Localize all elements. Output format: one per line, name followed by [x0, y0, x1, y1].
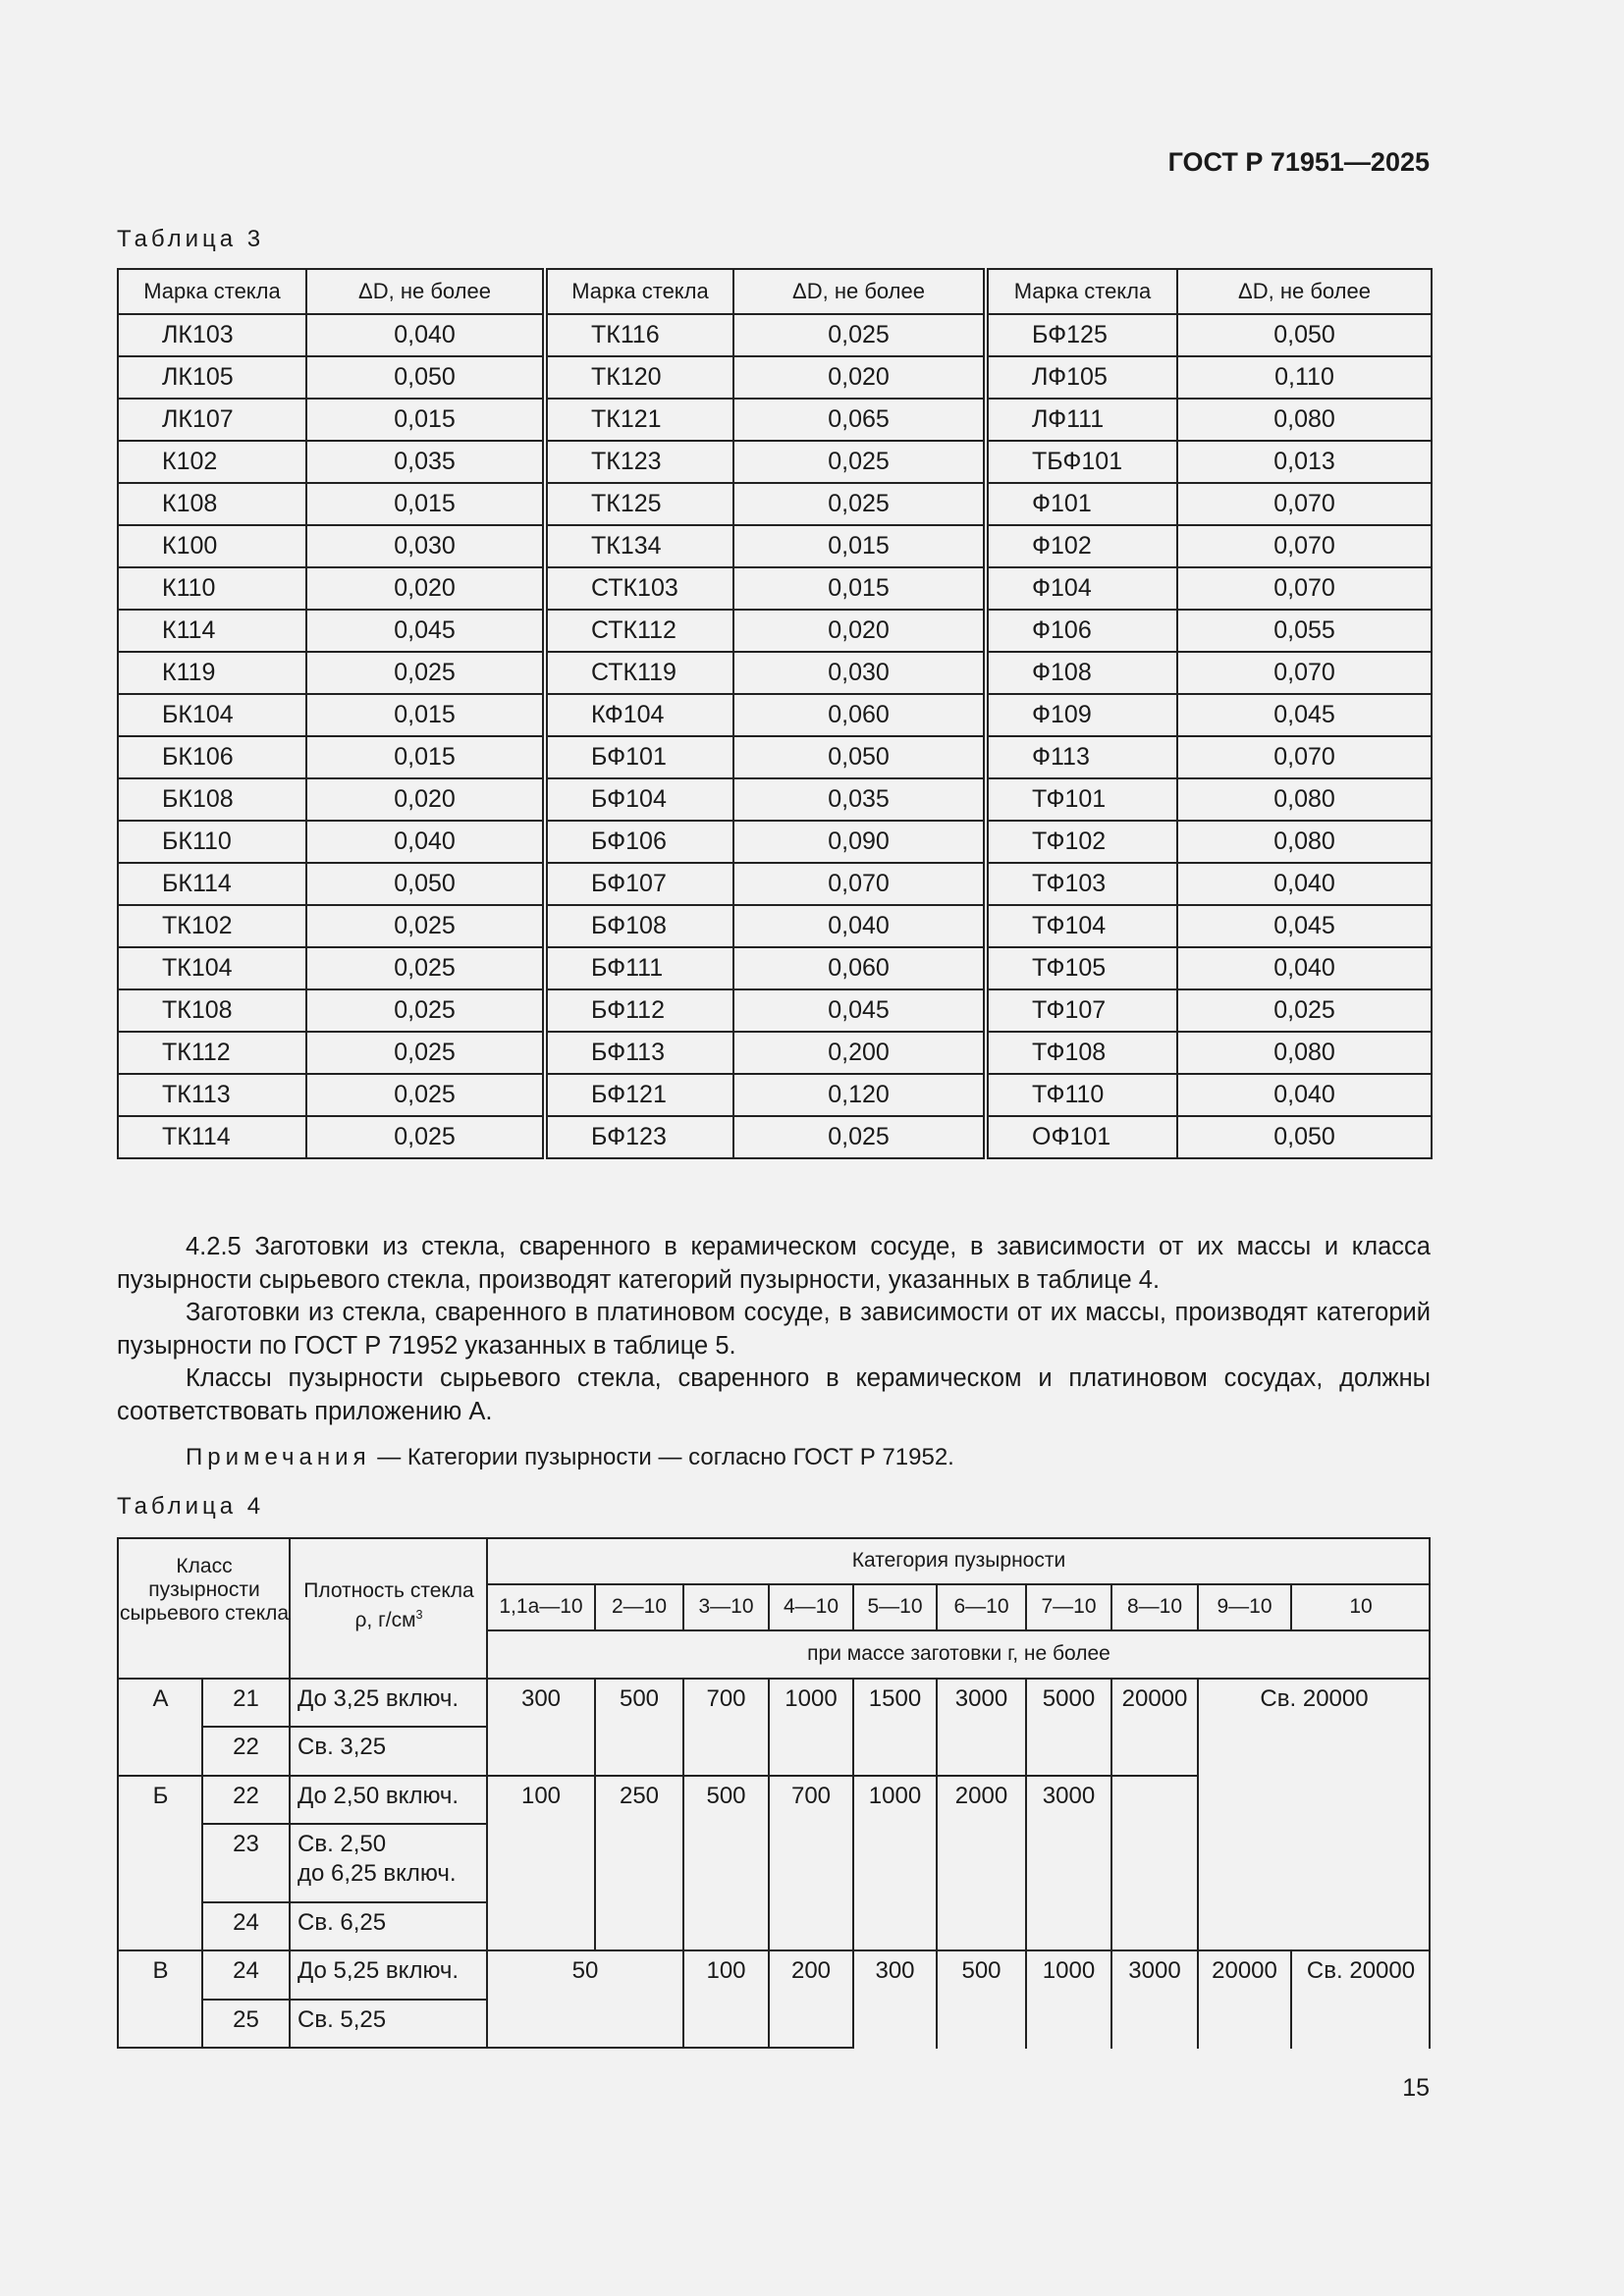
glass-grade-cell: К108 [118, 483, 306, 525]
mass-value-cell: Св. 20000 [1306, 1957, 1416, 1984]
document-number: ГОСТ Р 71951—2025 [1167, 147, 1430, 177]
mass-value-cell: 200 [790, 1957, 832, 1984]
table-row [118, 567, 1432, 610]
mass-value-cell: 20000 [1121, 1685, 1188, 1712]
glass-grade-cell: БФ123 [545, 1116, 733, 1158]
delta-d-cell: 0,045 [306, 610, 545, 652]
bubble-class-cell: Б [152, 1783, 169, 1809]
row-number-cell: 24 [233, 1957, 259, 1984]
delta-d-cell: 0,070 [733, 863, 986, 905]
table-3-header-row [118, 269, 1432, 314]
delta-d-cell: 0,070 [1177, 567, 1432, 610]
mass-value-cell: 5000 [1042, 1685, 1096, 1712]
delta-d-cell: 0,020 [306, 778, 545, 821]
glass-grade-cell: ЛК105 [118, 356, 306, 399]
delta-d-cell: 0,013 [1177, 441, 1432, 483]
row-number-cell: 25 [233, 2006, 259, 2033]
glass-grade-cell: БФ107 [545, 863, 733, 905]
category-header: 10 [1349, 1595, 1373, 1618]
density-cell: До 3,25 включ. [298, 1685, 460, 1712]
delta-d-cell: 0,045 [733, 989, 986, 1032]
delta-d-cell: 0,050 [1177, 1116, 1432, 1158]
delta-d-cell: 0,035 [733, 778, 986, 821]
mass-value-cell: 1500 [868, 1685, 922, 1712]
mass-value-cell: 500 [619, 1685, 660, 1712]
glass-grade-cell: ТФ101 [986, 778, 1177, 821]
delta-d-cell: 0,025 [733, 314, 986, 356]
delta-d-cell: 0,070 [1177, 483, 1432, 525]
glass-grade-cell: Ф102 [986, 525, 1177, 567]
glass-grade-cell: ТБФ101 [986, 441, 1177, 483]
delta-d-cell: 0,025 [306, 989, 545, 1032]
glass-grade-cell: К110 [118, 567, 306, 610]
glass-grade-cell: ТФ102 [986, 821, 1177, 863]
row-number-cell: 21 [233, 1685, 259, 1712]
glass-grade-cell: ТК102 [118, 905, 306, 947]
delta-d-cell: 0,025 [733, 441, 986, 483]
delta-d-cell: 0,040 [306, 314, 545, 356]
glass-grade-cell: Ф113 [986, 736, 1177, 778]
mass-value-cell: 100 [706, 1957, 746, 1984]
note [186, 1444, 954, 1471]
glass-grade-cell: Ф109 [986, 694, 1177, 736]
delta-d-cell: 0,015 [306, 736, 545, 778]
header-delta-d: ΔD, не более [1177, 269, 1432, 314]
header-density-unit-exponent: 3 [415, 1608, 423, 1622]
glass-grade-cell: Ф106 [986, 610, 1177, 652]
glass-grade-cell: ТК125 [545, 483, 733, 525]
glass-grade-cell: Ф108 [986, 652, 1177, 694]
delta-d-cell: 0,070 [1177, 736, 1432, 778]
delta-d-cell: 0,035 [306, 441, 545, 483]
table-row [118, 399, 1432, 441]
table-row [118, 905, 1432, 947]
glass-grade-cell: Ф101 [986, 483, 1177, 525]
mass-value-cell: 3000 [1128, 1957, 1181, 1984]
row-number-cell: 22 [233, 1783, 259, 1809]
mass-value-cell: 2000 [954, 1783, 1008, 1809]
density-cell: До 5,25 включ. [298, 1957, 460, 1984]
category-header: 8—10 [1126, 1595, 1183, 1618]
delta-d-cell: 0,050 [306, 863, 545, 905]
glass-grade-cell: БФ101 [545, 736, 733, 778]
glass-grade-cell: БФ108 [545, 905, 733, 947]
header-glass-grade: Марка стекла [986, 269, 1177, 314]
glass-grade-cell: ТК121 [545, 399, 733, 441]
delta-d-cell: 0,040 [1177, 863, 1432, 905]
delta-d-cell: 0,030 [733, 652, 986, 694]
table-row [118, 441, 1432, 483]
mass-value-cell: 1000 [868, 1783, 922, 1809]
paragraph-platinum: Заготовки из стекла, сваренного в платиновом сосуде, в зависимости от их массы, производят категорий пузырности по ГОСТ Р 71952 указанных в таблице 5. [117, 1299, 1431, 1360]
category-header: 3—10 [698, 1595, 754, 1618]
table-row [118, 778, 1432, 821]
glass-grade-cell: СТК112 [545, 610, 733, 652]
delta-d-cell: 0,050 [733, 736, 986, 778]
table-row [118, 694, 1432, 736]
mass-value-cell: 700 [706, 1685, 746, 1712]
delta-d-cell: 0,200 [733, 1032, 986, 1074]
note-text: — Категории пузырности — согласно ГОСТ Р 71952. [370, 1444, 954, 1470]
delta-d-cell: 0,020 [733, 356, 986, 399]
glass-grade-cell: БК108 [118, 778, 306, 821]
delta-d-cell: 0,030 [306, 525, 545, 567]
glass-grade-cell: ТК123 [545, 441, 733, 483]
header-density-label: Плотность стекла [303, 1579, 474, 1602]
delta-d-cell: 0,025 [306, 652, 545, 694]
glass-grade-cell: БК104 [118, 694, 306, 736]
delta-d-cell: 0,080 [1177, 399, 1432, 441]
header-glass-grade: Марка стекла [118, 269, 306, 314]
delta-d-cell: 0,015 [733, 525, 986, 567]
delta-d-cell: 0,025 [733, 1116, 986, 1158]
table-row [118, 483, 1432, 525]
page-number: 15 [1402, 2074, 1430, 2102]
delta-d-cell: 0,120 [733, 1074, 986, 1116]
mass-value-cell: 3000 [954, 1685, 1008, 1712]
delta-d-cell: 0,025 [306, 947, 545, 989]
delta-d-cell: 0,060 [733, 694, 986, 736]
delta-d-cell: 0,025 [306, 905, 545, 947]
delta-d-cell: 0,025 [306, 1032, 545, 1074]
mass-value-cell: 100 [520, 1783, 562, 1809]
glass-grade-cell: ЛФ111 [986, 399, 1177, 441]
mass-value-cell: 250 [619, 1783, 660, 1809]
glass-grade-cell: ЛК107 [118, 399, 306, 441]
glass-grade-cell: ТФ104 [986, 905, 1177, 947]
glass-grade-cell: БФ112 [545, 989, 733, 1032]
paragraph-4-2-5: 4.2.5 Заготовки из стекла, сваренного в керамическом сосуде, в зависимости от их массы и класса пузырности сырьевого стекла, производят категорий пузырности, указанных в таблице 4. [117, 1233, 1431, 1294]
delta-d-cell: 0,050 [1177, 314, 1432, 356]
table-row [118, 314, 1432, 356]
delta-d-cell: 0,020 [306, 567, 545, 610]
glass-grade-cell: ТК112 [118, 1032, 306, 1074]
mass-value-cell: 700 [790, 1783, 832, 1809]
table-row [118, 610, 1432, 652]
delta-d-cell: 0,015 [306, 399, 545, 441]
glass-grade-cell: К114 [118, 610, 306, 652]
mass-value-cell: 1000 [785, 1685, 838, 1712]
category-header: 9—10 [1217, 1595, 1272, 1618]
mass-value-cell: 500 [961, 1957, 1001, 1984]
table-row [118, 736, 1432, 778]
table-row [118, 1116, 1432, 1158]
glass-grade-cell: БК110 [118, 821, 306, 863]
table-row [118, 652, 1432, 694]
delta-d-cell: 0,040 [306, 821, 545, 863]
glass-grade-cell: БК114 [118, 863, 306, 905]
header-density [292, 1579, 486, 1632]
glass-grade-cell: КФ104 [545, 694, 733, 736]
density-cell: До 2,50 включ. [298, 1783, 460, 1809]
glass-grade-cell: БФ106 [545, 821, 733, 863]
glass-grade-cell: ТК134 [545, 525, 733, 567]
header-glass-grade: Марка стекла [545, 269, 733, 314]
category-header: 5—10 [867, 1595, 923, 1618]
delta-d-cell: 0,050 [306, 356, 545, 399]
header-density-unit: ρ, г/см [354, 1609, 416, 1631]
category-header: 2—10 [611, 1595, 668, 1618]
glass-grade-cell: ТК116 [545, 314, 733, 356]
glass-grade-cell: К100 [118, 525, 306, 567]
glass-grade-cell: ТФ103 [986, 863, 1177, 905]
table-3-caption: Таблица 3 [117, 226, 265, 252]
mass-value-cell: 50 [571, 1957, 599, 1984]
delta-d-cell: 0,070 [1177, 525, 1432, 567]
category-header: 6—10 [953, 1595, 1009, 1618]
density-cell-line2: до 6,25 включ. [298, 1860, 457, 1887]
glass-grade-cell: ТФ105 [986, 947, 1177, 989]
row-number-cell: 23 [233, 1831, 259, 1857]
table-row [118, 989, 1432, 1032]
header-delta-d: ΔD, не более [733, 269, 986, 314]
glass-grade-cell: К119 [118, 652, 306, 694]
table-row [118, 863, 1432, 905]
density-cell: Св. 6,25 [298, 1909, 387, 1936]
delta-d-cell: 0,090 [733, 821, 986, 863]
delta-d-cell: 0,065 [733, 399, 986, 441]
glass-grade-cell: ТФ110 [986, 1074, 1177, 1116]
bubble-class-cell: В [152, 1957, 169, 1984]
table-row [118, 525, 1432, 567]
delta-d-cell: 0,015 [306, 483, 545, 525]
mass-value-cell: 300 [520, 1685, 562, 1712]
glass-grade-cell: ТФ107 [986, 989, 1177, 1032]
glass-grade-cell: СТК119 [545, 652, 733, 694]
paragraph-classes: Классы пузырности сырьевого стекла, сваренного в керамическом и платиновом сосудах, должны соответствовать приложению А. [117, 1364, 1431, 1425]
mass-value-cell: 20000 [1212, 1957, 1277, 1984]
delta-d-cell: 0,025 [1177, 989, 1432, 1032]
glass-grade-cell: ЛФ105 [986, 356, 1177, 399]
header-bubble-class: Класс пузырности сырьевого стекла [119, 1555, 290, 1625]
glass-grade-cell: БФ111 [545, 947, 733, 989]
delta-d-cell: 0,060 [733, 947, 986, 989]
glass-grade-cell: ОФ101 [986, 1116, 1177, 1158]
table-4 [117, 1537, 1431, 2050]
glass-grade-cell: БК106 [118, 736, 306, 778]
glass-grade-cell: ТФ108 [986, 1032, 1177, 1074]
table-row [118, 947, 1432, 989]
mass-value-cell: 1000 [1042, 1957, 1096, 1984]
delta-d-cell: 0,040 [733, 905, 986, 947]
density-cell: Св. 5,25 [298, 2006, 387, 2033]
glass-grade-cell: ТК113 [118, 1074, 306, 1116]
table-row [118, 1032, 1432, 1074]
glass-grade-cell: БФ125 [986, 314, 1177, 356]
delta-d-cell: 0,080 [1177, 821, 1432, 863]
glass-grade-cell: ТК108 [118, 989, 306, 1032]
delta-d-cell: 0,080 [1177, 1032, 1432, 1074]
category-header: 4—10 [783, 1595, 839, 1618]
delta-d-cell: 0,045 [1177, 694, 1432, 736]
mass-value-cell: Св. 20000 [1260, 1685, 1369, 1712]
delta-d-cell: 0,040 [1177, 1074, 1432, 1116]
header-category: Категория пузырности [851, 1549, 1066, 1572]
delta-d-cell: 0,040 [1177, 947, 1432, 989]
glass-grade-cell: БФ104 [545, 778, 733, 821]
density-cell: Св. 2,50 [298, 1831, 387, 1857]
delta-d-cell: 0,045 [1177, 905, 1432, 947]
glass-grade-cell: ТК104 [118, 947, 306, 989]
glass-grade-cell: БФ121 [545, 1074, 733, 1116]
glass-grade-cell: К102 [118, 441, 306, 483]
table-3 [117, 268, 1433, 1159]
glass-grade-cell: ТК114 [118, 1116, 306, 1158]
mass-value-cell: 300 [875, 1957, 915, 1984]
category-header: 1,1а—10 [499, 1595, 583, 1618]
table-row [118, 356, 1432, 399]
delta-d-cell: 0,025 [306, 1074, 545, 1116]
delta-d-cell: 0,020 [733, 610, 986, 652]
delta-d-cell: 0,015 [733, 567, 986, 610]
delta-d-cell: 0,110 [1177, 356, 1432, 399]
mass-value-cell: 3000 [1042, 1783, 1096, 1809]
delta-d-cell: 0,015 [306, 694, 545, 736]
glass-grade-cell: БФ113 [545, 1032, 733, 1074]
delta-d-cell: 0,080 [1177, 778, 1432, 821]
row-number-cell: 24 [233, 1909, 259, 1936]
delta-d-cell: 0,055 [1177, 610, 1432, 652]
delta-d-cell: 0,025 [306, 1116, 545, 1158]
note-label: Примечания [186, 1444, 371, 1470]
glass-grade-cell: СТК103 [545, 567, 733, 610]
density-cell: Св. 3,25 [298, 1734, 387, 1760]
mass-note: при массе заготовки г, не более [807, 1642, 1110, 1665]
glass-grade-cell: Ф104 [986, 567, 1177, 610]
mass-value-cell: 500 [706, 1783, 746, 1809]
table-row [118, 821, 1432, 863]
glass-grade-cell: ЛК103 [118, 314, 306, 356]
delta-d-cell: 0,070 [1177, 652, 1432, 694]
delta-d-cell: 0,025 [733, 483, 986, 525]
table-row [118, 1074, 1432, 1116]
header-delta-d: ΔD, не более [306, 269, 545, 314]
table-4-caption: Таблица 4 [117, 1493, 265, 1520]
glass-grade-cell: ТК120 [545, 356, 733, 399]
category-header: 7—10 [1041, 1595, 1097, 1618]
row-number-cell: 22 [233, 1734, 259, 1760]
bubble-class-cell: А [152, 1685, 169, 1712]
